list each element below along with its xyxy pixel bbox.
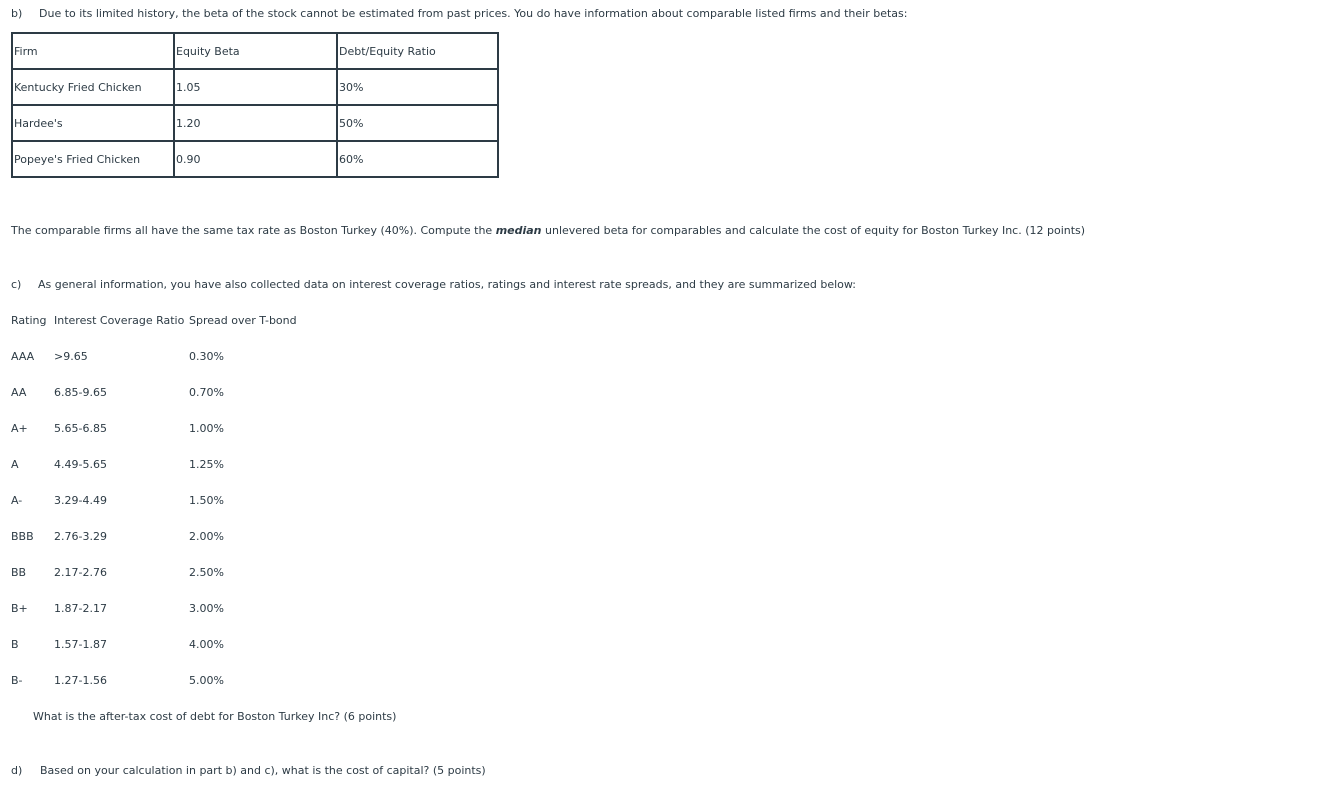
firm-name: Popeye's Fried Chicken [12,141,174,177]
equity-beta: 1.05 [174,69,337,105]
coverage-value: 2.76-3.29 [54,530,107,543]
rating-value: B [11,638,19,651]
coverage-value: >9.65 [54,350,88,363]
rating-value: A [11,458,19,471]
firm-name: Hardee's [12,105,174,141]
part-d-label: d) [11,764,23,777]
coverage-value: 6.85-9.65 [54,386,107,399]
table-row [12,69,498,105]
part-b-text: Due to its limited history, the beta of the stock cannot be estimated from past prices. You do have information about comparable listed firms and their betas: [39,7,908,20]
spread-value: 2.50% [189,566,224,579]
spread-value: 1.25% [189,458,224,471]
part-d-text: Based on your calculation in part b) and c), what is the cost of capital? (5 points) [40,764,486,777]
coverage-value: 1.57-1.87 [54,638,107,651]
comparables-text-after: unlevered beta for comparables and calculate the cost of equity for Boston Turkey Inc. (12 points) [541,224,1086,237]
debt-equity-ratio: 50% [337,105,498,141]
rating-value: BBB [11,530,34,543]
median-emphasis: median [495,224,542,237]
header-firm: Firm [12,33,174,69]
rating-value: B- [11,674,23,687]
firm-name: Kentucky Fried Chicken [12,69,174,105]
header-spread: Spread over T-bond [189,314,297,327]
header-rating: Rating [11,314,47,327]
table-row [12,105,498,141]
rating-value: BB [11,566,27,579]
coverage-value: 1.87-2.17 [54,602,107,615]
spread-value: 0.30% [189,350,224,363]
rating-value: A- [11,494,23,507]
part-c-text: As general information, you have also collected data on interest coverage ratios, ratings and interest rate spreads, and they are summarized below: [38,278,856,291]
coverage-value: 5.65-6.85 [54,422,107,435]
after-tax-debt-question: What is the after-tax cost of debt for Boston Turkey Inc? (6 points) [33,710,397,723]
spread-value: 1.00% [189,422,224,435]
table-row [12,141,498,177]
spread-value: 2.00% [189,530,224,543]
coverage-value: 1.27-1.56 [54,674,107,687]
comparable-firms-table [11,32,499,178]
spread-value: 5.00% [189,674,224,687]
debt-equity-ratio: 60% [337,141,498,177]
comparables-text-before: The comparable firms all have the same tax rate as Boston Turkey (40%). Compute the [11,224,496,237]
coverage-value: 2.17-2.76 [54,566,107,579]
coverage-value: 3.29-4.49 [54,494,107,507]
coverage-value: 4.49-5.65 [54,458,107,471]
spread-value: 3.00% [189,602,224,615]
part-b-label: b) [11,7,23,20]
spread-value: 4.00% [189,638,224,651]
rating-value: B+ [11,602,28,615]
table-header-row [12,33,498,69]
equity-beta: 0.90 [174,141,337,177]
header-equity-beta: Equity Beta [174,33,337,69]
part-c-label: c) [11,278,22,291]
rating-value: AA [11,386,27,399]
header-interest-coverage: Interest Coverage Ratio [54,314,185,327]
header-debt-equity: Debt/Equity Ratio [337,33,498,69]
spread-value: 1.50% [189,494,224,507]
equity-beta: 1.20 [174,105,337,141]
rating-value: AAA [11,350,35,363]
comparables-instructions [11,224,1085,237]
spread-value: 0.70% [189,386,224,399]
rating-value: A+ [11,422,28,435]
debt-equity-ratio: 30% [337,69,498,105]
